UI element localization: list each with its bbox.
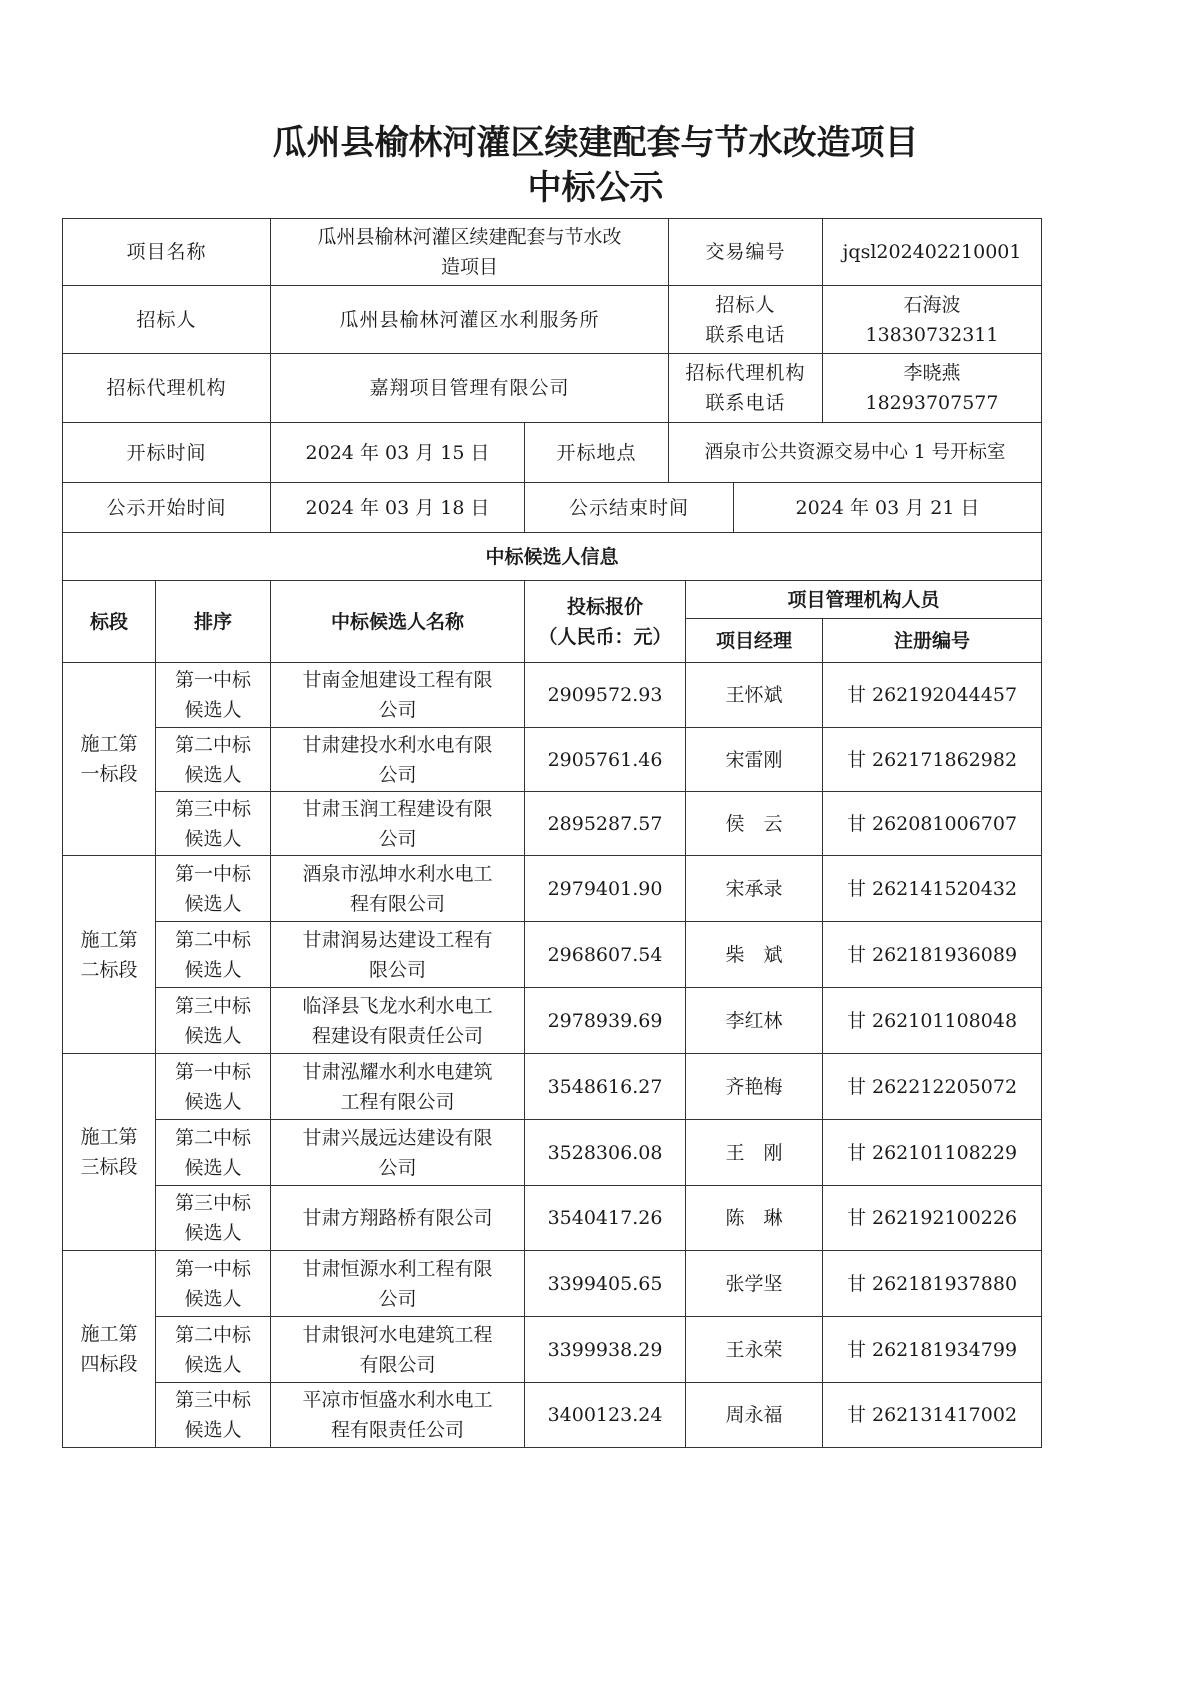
manager-cell (685, 987, 823, 1054)
rank-line1: 第一中标 (174, 669, 251, 691)
manager-name: 王怀斌 (725, 684, 783, 706)
reg-no-cell (822, 1053, 1042, 1120)
bid-price: 3399938.29 (547, 1338, 663, 1361)
manager-cell (685, 662, 823, 728)
header-line2: （人民币：元） (538, 625, 672, 648)
notice-end-text: 2024 年 03 月 21 日 (795, 496, 980, 519)
manager-cell (685, 921, 823, 988)
section-label-line1: 施工第 (80, 1323, 138, 1345)
project-name-line1: 瓜州县榆林河灌区续建配套与节水改 (317, 226, 622, 248)
bid-price: 3528306.08 (547, 1141, 663, 1164)
rank-cell (155, 791, 271, 856)
reg-no-cell (822, 1185, 1042, 1251)
agency-value (270, 353, 669, 423)
label-line2: 联系电话 (705, 323, 786, 346)
rank-line1: 第二中标 (174, 733, 251, 756)
reg-no: 甘 262181934799 (846, 1338, 1018, 1361)
project-name-line2: 造项目 (440, 256, 498, 278)
rank-line2: 候选人 (184, 958, 242, 981)
manager-name: 柴 斌 (725, 943, 783, 966)
reg-no: 甘 262131417002 (846, 1404, 1018, 1426)
manager-cell (685, 1316, 823, 1383)
open-place-label (524, 422, 669, 483)
reg-no: 甘 262212205072 (846, 1075, 1018, 1098)
open-time-label (62, 422, 271, 483)
candidate-name-line2: 程建设有限责任公司 (311, 1024, 483, 1047)
header-line1: 投标报价 (566, 595, 643, 618)
bid-price-cell (524, 1382, 686, 1448)
tenderer-text: 瓜州县榆林河灌区水利服务所 (339, 308, 600, 331)
bid-price: 3399405.65 (547, 1272, 663, 1295)
bid-price-cell (524, 1316, 686, 1383)
candidate-name-cell (270, 1316, 525, 1383)
rank-cell (155, 1382, 271, 1448)
header-price (524, 580, 686, 663)
rank-line2: 候选人 (184, 1156, 242, 1179)
candidate-name-cell (270, 1053, 525, 1120)
tenderer-value (270, 285, 669, 354)
manager-name: 侯 云 (725, 812, 783, 835)
candidate-name-cell (270, 727, 525, 792)
candidate-name-line1: 甘肃润易达建设工程有 (302, 928, 493, 951)
rank-line1: 第二中标 (174, 928, 251, 951)
manager-cell (685, 1053, 823, 1120)
rank-cell (155, 921, 271, 988)
manager-name: 齐艳梅 (725, 1075, 783, 1098)
project-name-label (62, 218, 271, 286)
candidate-name-line2: 程有限责任公司 (330, 1419, 464, 1441)
reg-no-cell (822, 921, 1042, 988)
section-label-line2: 三标段 (80, 1156, 138, 1178)
bid-price: 2895287.57 (547, 812, 663, 835)
candidate-name-line2: 公司 (378, 827, 417, 850)
reg-no: 甘 262181937880 (846, 1272, 1018, 1295)
candidate-name-line2: 公司 (378, 763, 417, 786)
open-place-value (668, 422, 1042, 483)
rank-cell (155, 855, 271, 922)
manager-name: 陈 琳 (725, 1207, 783, 1229)
bid-price-cell (524, 1119, 686, 1186)
section-label-cell (62, 855, 156, 1054)
candidate-name-cell (270, 1382, 525, 1448)
candidate-name-line2: 程有限公司 (349, 892, 445, 915)
candidate-name-line1: 酒泉市泓坤水利水电工 (302, 862, 493, 885)
manager-cell (685, 1185, 823, 1251)
manager-cell (685, 727, 823, 792)
manager-name: 王 刚 (725, 1141, 783, 1164)
rank-line1: 第三中标 (174, 1389, 251, 1411)
rank-line1: 第一中标 (174, 1060, 251, 1083)
bid-price: 2979401.90 (547, 877, 663, 900)
rank-line1: 第二中标 (174, 1323, 251, 1346)
manager-cell (685, 855, 823, 922)
header-name (270, 580, 525, 663)
notice-start-label (62, 482, 271, 533)
candidate-name-line1: 甘肃方翔路桥有限公司 (302, 1207, 493, 1229)
candidate-name-line2: 公司 (378, 699, 417, 721)
rank-cell (155, 727, 271, 792)
reg-no-cell (822, 1119, 1042, 1186)
candidate-name-cell (270, 921, 525, 988)
section-label-cell (62, 662, 156, 856)
section-label-line2: 二标段 (80, 958, 138, 981)
reg-no-cell (822, 855, 1042, 922)
open-place-text: 酒泉市公共资源交易中心 1 号开标室 (704, 441, 1006, 463)
label-text: 招标代理机构 (106, 377, 227, 399)
rank-line2: 候选人 (184, 1090, 242, 1113)
rank-cell (155, 1053, 271, 1120)
reg-no: 甘 262192100226 (846, 1207, 1018, 1229)
candidate-name-line1: 甘肃泓耀水利水电建筑 (302, 1060, 493, 1083)
bid-price-cell (524, 1250, 686, 1317)
candidate-name-cell (270, 791, 525, 856)
reg-no-cell (822, 1382, 1042, 1448)
label-text: 招标人 (136, 308, 197, 331)
label-text: 交易编号 (705, 241, 786, 263)
manager-name: 王永荣 (725, 1338, 783, 1361)
reg-no-cell (822, 1316, 1042, 1383)
bid-price: 2968607.54 (547, 943, 663, 966)
header-rank (155, 580, 271, 663)
rank-line1: 第一中标 (174, 862, 251, 885)
rank-line2: 候选人 (184, 1024, 242, 1047)
header-reg-no (822, 618, 1042, 663)
rank-line1: 第三中标 (174, 1192, 251, 1214)
manager-cell (685, 1382, 823, 1448)
label-line1: 招标人 (715, 293, 776, 316)
notice-end-value (733, 482, 1042, 533)
header-section (62, 580, 156, 663)
label-text: 公示开始时间 (106, 496, 227, 519)
rank-line2: 候选人 (184, 1419, 242, 1441)
tenderer-contact-value (822, 285, 1042, 354)
candidate-name-line1: 甘肃恒源水利工程有限 (302, 1257, 493, 1280)
rank-line2: 候选人 (184, 1222, 242, 1244)
trade-no-text: jqsl202402210001 (842, 241, 1022, 263)
trade-no-label (668, 218, 823, 286)
bid-price-cell (524, 727, 686, 792)
rank-line2: 候选人 (184, 892, 242, 915)
notice-start-text: 2024 年 03 月 18 日 (305, 496, 490, 519)
label-line2: 联系电话 (705, 392, 786, 414)
rank-line1: 第一中标 (174, 1257, 251, 1280)
candidate-name-cell (270, 1250, 525, 1317)
bid-price: 3540417.26 (547, 1207, 663, 1229)
rank-line2: 候选人 (184, 699, 242, 721)
bid-price: 2905761.46 (547, 748, 663, 771)
manager-name: 李红林 (725, 1009, 783, 1032)
trade-no-value (822, 218, 1042, 286)
candidate-name-cell (270, 1185, 525, 1251)
manager-cell (685, 1250, 823, 1317)
candidate-name-cell (270, 662, 525, 728)
candidate-name-line2: 有限公司 (359, 1353, 436, 1376)
rank-cell (155, 662, 271, 728)
bid-price-cell (524, 1185, 686, 1251)
candidate-name-line1: 平凉市恒盛水利水电工 (302, 1389, 493, 1411)
candidate-name-line2: 限公司 (368, 958, 426, 981)
label-text: 开标地点 (556, 441, 637, 464)
candidate-name-line1: 临泽县飞龙水利水电工 (302, 994, 493, 1017)
header-text: 注册编号 (893, 629, 970, 652)
document-title: 瓜州县榆林河灌区续建配套与节水改造项目 (272, 123, 919, 163)
bid-price-cell (524, 1053, 686, 1120)
reg-no: 甘 262171862982 (846, 748, 1018, 771)
bid-price-cell (524, 921, 686, 988)
reg-no: 甘 262101108048 (846, 1009, 1018, 1032)
rank-line2: 候选人 (184, 763, 242, 786)
agency-text: 嘉翔项目管理有限公司 (369, 377, 570, 399)
reg-no-cell (822, 1250, 1042, 1317)
manager-cell (685, 1119, 823, 1186)
bid-price: 3548616.27 (547, 1075, 663, 1098)
rank-cell (155, 987, 271, 1054)
reg-no-cell (822, 727, 1042, 792)
rank-cell (155, 1119, 271, 1186)
rank-cell (155, 1250, 271, 1317)
manager-name: 周永福 (725, 1404, 783, 1426)
candidate-name-cell (270, 855, 525, 922)
reg-no-cell (822, 987, 1042, 1054)
agency-label (62, 353, 271, 423)
contact-phone: 18293707577 (865, 392, 999, 414)
tenderer-label (62, 285, 271, 354)
contact-name: 李晓燕 (903, 362, 961, 384)
manager-name: 宋承录 (725, 877, 783, 900)
bid-price: 3400123.24 (547, 1404, 663, 1426)
agency-contact-value (822, 353, 1042, 423)
reg-no-cell (822, 662, 1042, 728)
bid-price-cell (524, 791, 686, 856)
project-name-value (270, 218, 669, 286)
rank-line2: 候选人 (184, 827, 242, 850)
bid-price-cell (524, 987, 686, 1054)
candidate-name-cell (270, 1119, 525, 1186)
reg-no-cell (822, 791, 1042, 856)
reg-no: 甘 262081006707 (846, 812, 1018, 835)
label-text: 项目名称 (126, 241, 207, 263)
rank-line1: 第三中标 (174, 797, 251, 820)
section-label-line1: 施工第 (80, 928, 138, 951)
manager-name: 张学坚 (725, 1272, 783, 1295)
rank-line2: 候选人 (184, 1287, 242, 1310)
candidate-name-line1: 甘南金旭建设工程有限 (302, 669, 493, 691)
section-label-line1: 施工第 (80, 1126, 138, 1148)
bid-price: 2978939.69 (547, 1009, 663, 1032)
reg-no: 甘 262181936089 (846, 943, 1018, 966)
section-label-line1: 施工第 (80, 733, 138, 755)
candidate-name-line2: 公司 (378, 1287, 417, 1310)
notice-start-value (270, 482, 525, 533)
manager-name: 宋雷刚 (725, 748, 783, 771)
open-time-value (270, 422, 525, 483)
candidate-name-line2: 工程有限公司 (340, 1090, 455, 1113)
candidate-name-line1: 甘肃建投水利水电有限 (302, 733, 493, 756)
candidate-name-cell (270, 987, 525, 1054)
header-text: 排序 (193, 610, 232, 633)
section-label-cell (62, 1053, 156, 1251)
header-text: 中标候选人名称 (330, 610, 464, 633)
document-subtitle: 中标公示 (527, 168, 664, 208)
contact-name: 石海波 (903, 293, 961, 316)
tenderer-contact-label (668, 285, 823, 354)
candidate-name-line1: 甘肃玉润工程建设有限 (302, 797, 493, 820)
rank-line1: 第二中标 (174, 1126, 251, 1149)
section-label-cell (62, 1250, 156, 1448)
bid-price: 2909572.93 (547, 684, 663, 706)
candidate-name-line1: 甘肃兴晟远达建设有限 (302, 1126, 493, 1149)
manager-cell (685, 791, 823, 856)
label-line1: 招标代理机构 (685, 362, 806, 384)
header-text: 项目管理机构人员 (787, 588, 940, 611)
candidate-name-line1: 甘肃银河水电建筑工程 (302, 1323, 493, 1346)
rank-cell (155, 1185, 271, 1251)
section-title-text: 中标候选人信息 (485, 545, 619, 568)
bid-price-cell (524, 855, 686, 922)
candidate-name-line2: 公司 (378, 1156, 417, 1179)
agency-contact-label (668, 353, 823, 423)
header-manager (685, 618, 823, 663)
header-text: 项目经理 (715, 629, 792, 652)
header-text: 标段 (89, 610, 128, 633)
section-label-line2: 四标段 (80, 1353, 138, 1375)
notice-end-label (524, 482, 734, 533)
label-text: 开标时间 (126, 441, 207, 464)
contact-phone: 13830732311 (865, 323, 999, 346)
rank-line1: 第三中标 (174, 994, 251, 1017)
label-text: 公示结束时间 (568, 496, 689, 519)
candidates-section-title (62, 532, 1042, 581)
reg-no: 甘 262101108229 (846, 1141, 1018, 1164)
header-staff-group (685, 580, 1042, 619)
reg-no: 甘 262141520432 (846, 877, 1018, 900)
section-label-line2: 一标段 (80, 763, 138, 785)
bid-price-cell (524, 662, 686, 728)
open-time-text: 2024 年 03 月 15 日 (305, 441, 490, 464)
rank-cell (155, 1316, 271, 1383)
rank-line2: 候选人 (184, 1353, 242, 1376)
reg-no: 甘 262192044457 (846, 684, 1018, 706)
